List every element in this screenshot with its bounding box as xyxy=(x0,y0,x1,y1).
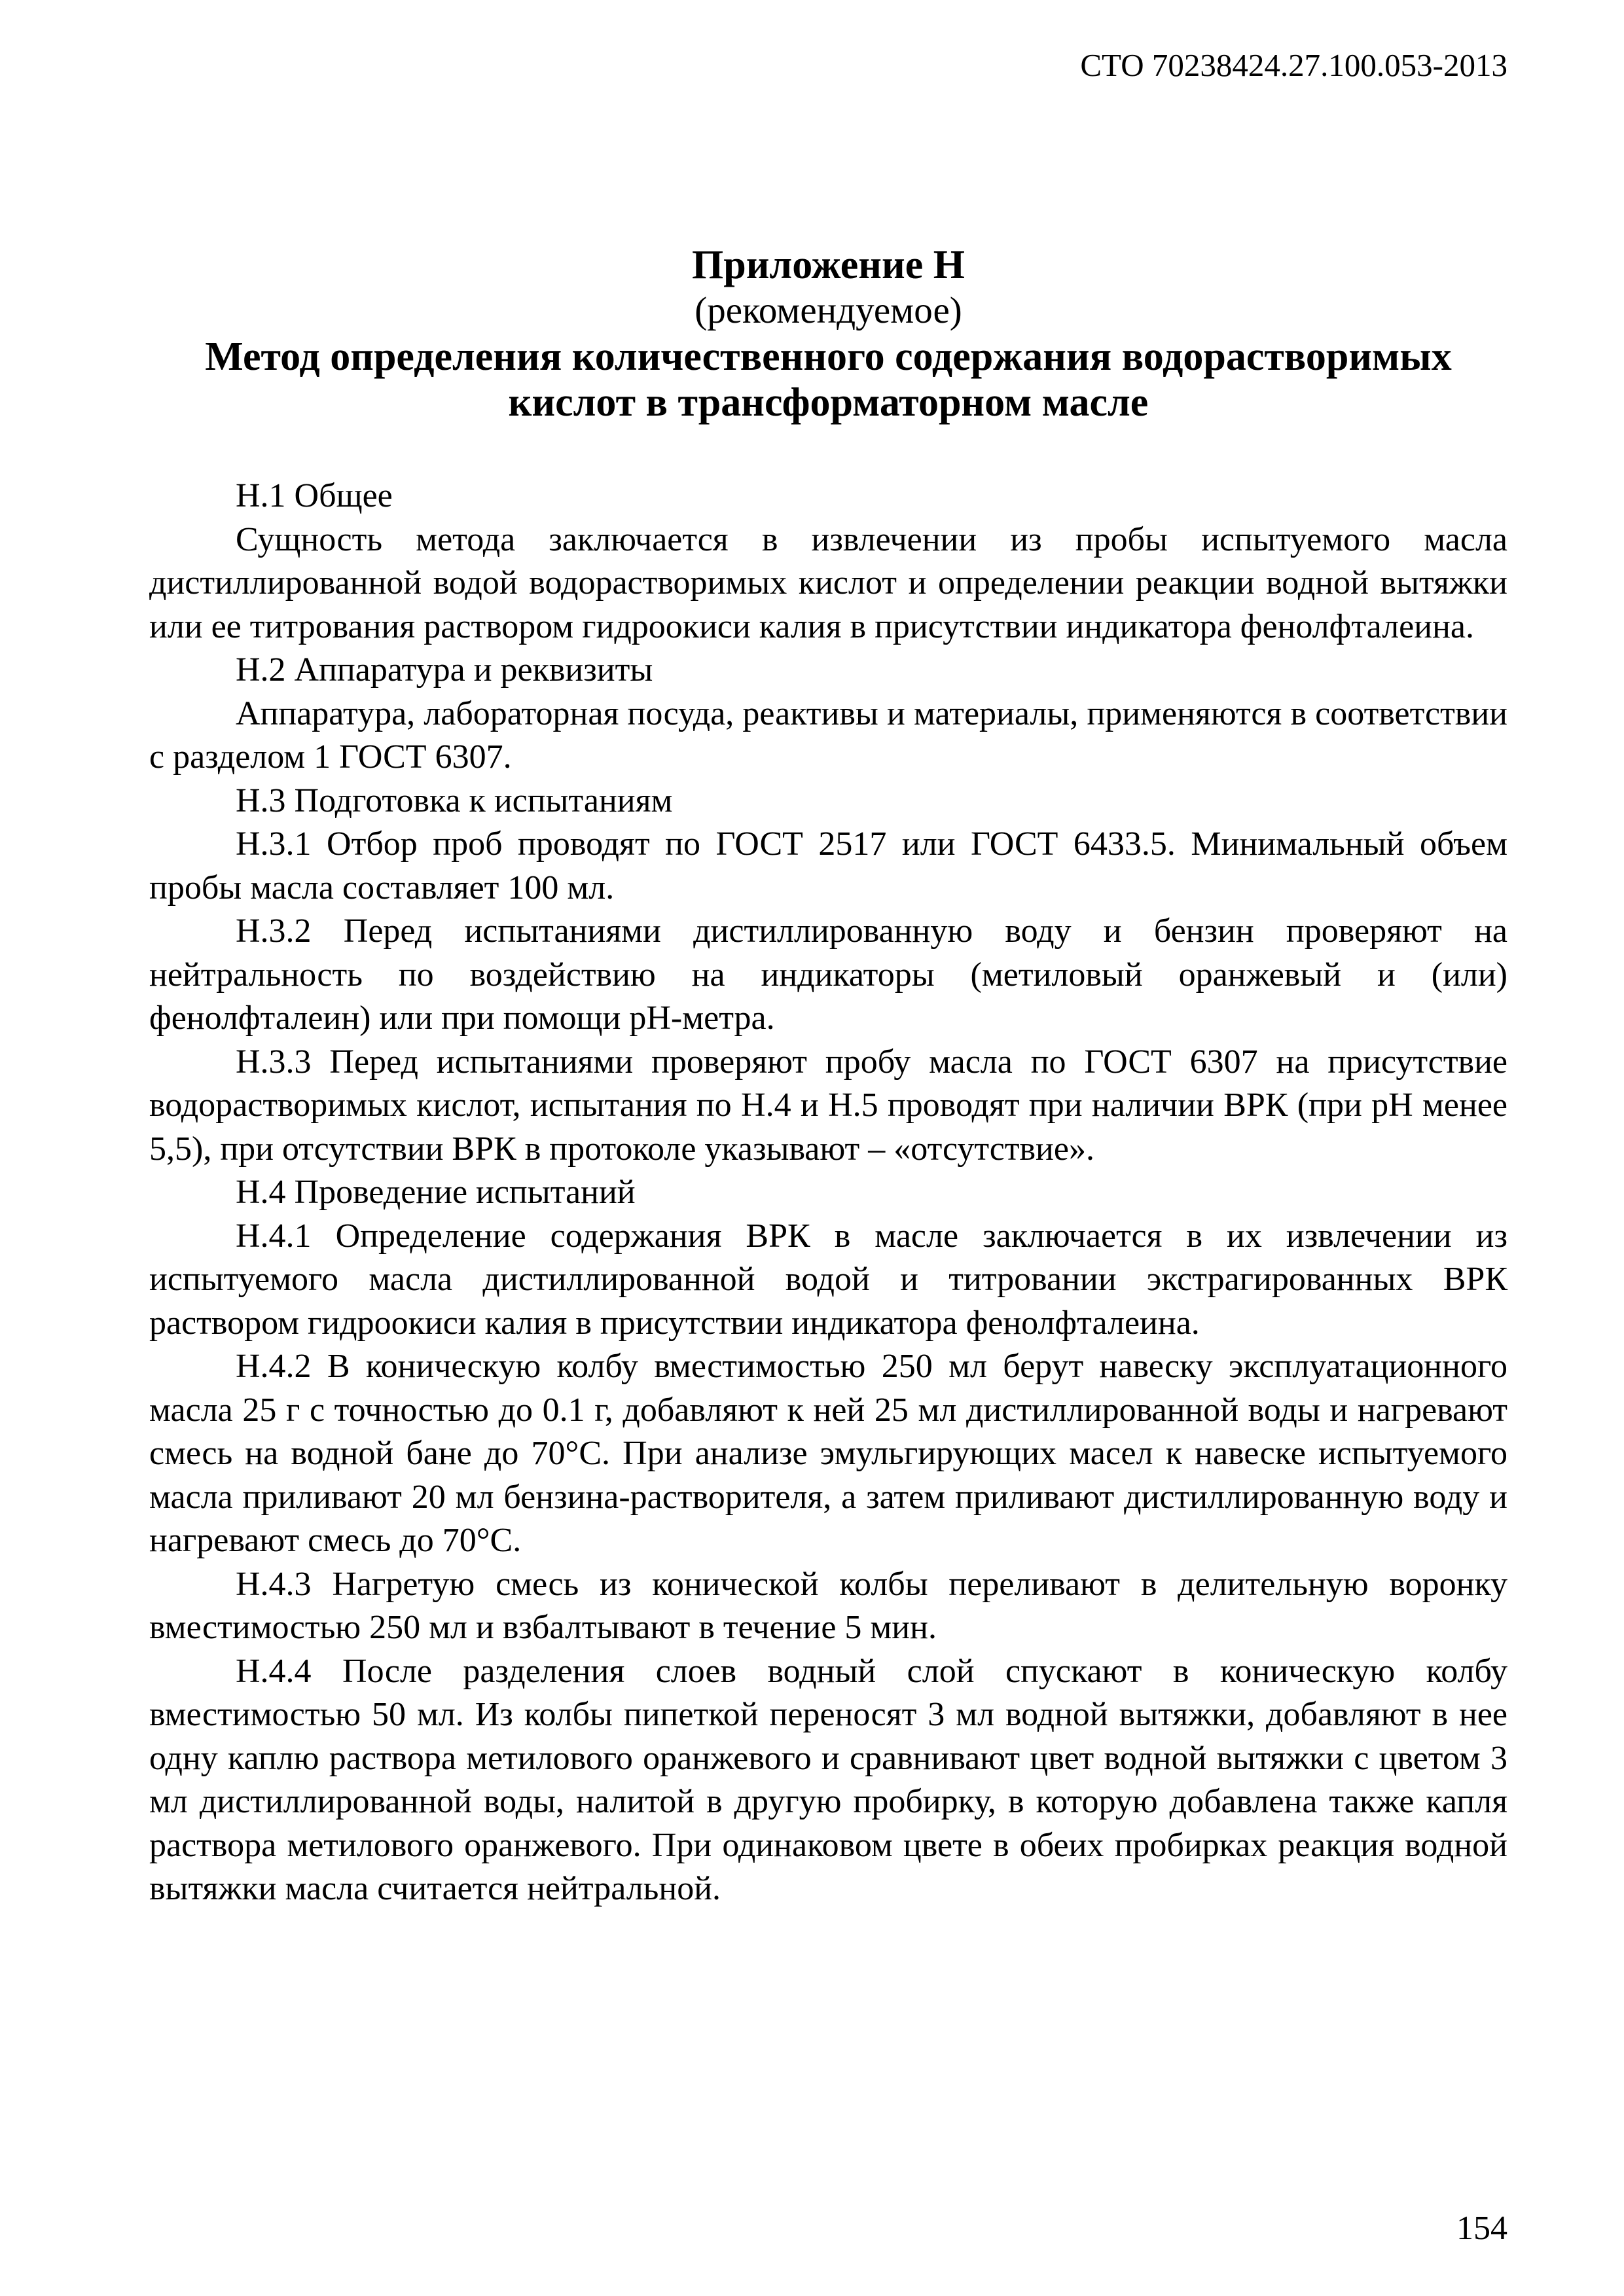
section-heading: Н.2 Аппаратура и реквизиты xyxy=(236,651,653,689)
paragraph: Н.3.1 Отбор проб проводят по ГОСТ 2517 или ГОСТ 6433.5. Минимальный объем пробы масла составляет 100 мл. xyxy=(149,825,1507,906)
paragraph: Н.3.3 Перед испытаниями проверяют пробу масла по ГОСТ 6307 на присутствие водорастворимых кислот, испытания по Н.4 и Н.5 проводят при наличии ВРК (при рН менее 5,5), при отсутствии ВРК в протоколе указывают – «отсутствие». xyxy=(149,1043,1507,1168)
annex-subject: Метод определения количественного содержания водорастворимых кислот в трансформаторном масле xyxy=(205,334,1452,425)
annex-kind: (рекомендуемое) xyxy=(695,290,962,331)
page-number: 154 xyxy=(1456,2210,1507,2247)
paragraph: Н.4.1 Определение содержания ВРК в масле заключается в их извлечении из испытуемого масла дистиллированной водой и титровании экстрагированных ВРК раствором гидроокиси калия в присутствии индикатора фенолфталеина. xyxy=(149,1217,1507,1342)
paragraph: Сущность метода заключается в извлечении из пробы испытуемого масла дистиллированной водой водорастворимых кислот и определении реакции водной вытяжки или ее титрования раствором гидроокиси калия в присутствии индикатора фенолфталеина. xyxy=(149,520,1507,645)
annex-heading xyxy=(149,242,1507,425)
section-heading: Н.1 Общее xyxy=(236,477,393,514)
section-heading: Н.3 Подготовка к испытаниям xyxy=(236,781,673,819)
paragraph: Н.4.3 Нагретую смесь из конической колбы переливают в делительную воронку вместимостью 250 мл и взбалтывают в течение 5 мин. xyxy=(149,1565,1507,1646)
document-body xyxy=(149,475,1507,1911)
section-heading: Н.4 Проведение испытаний xyxy=(236,1174,636,1211)
paragraph: Н.4.4 После разделения слоев водный слой спускают в коническую колбу вместимостью 50 мл. Из колбы пипеткой переносят 3 мл водной вытяжки, добавляют в нее одну каплю раствора метилового оранжевого и сравнивают цвет водной вытяжки с цветом 3 мл дистиллированной воды, налитой в другую пробирку, в которую добавлена также капля раствора метилового оранжевого. При одинаковом цвете в обеих пробирках реакция водной вытяжки масла считается нейтральной. xyxy=(149,1652,1507,1907)
paragraph: Н.3.2 Перед испытаниями дистиллированную воду и бензин проверяют на нейтральность по воздействию на индикаторы (метиловый оранжевый и (или) фенолфталеин) или при помощи рН-метра. xyxy=(149,912,1507,1037)
paragraph: Аппаратура, лабораторная посуда, реактивы и материалы, применяются в соответствии с разделом 1 ГОСТ 6307. xyxy=(149,694,1507,776)
document-code: СТО 70238424.27.100.053-2013 xyxy=(1080,47,1507,83)
paragraph: Н.4.2 В коническую колбу вместимостью 250 мл берут навеску эксплуатационного масла 25 г с точностью до 0.1 г, добавляют к ней 25 мл дистиллированной воды и нагревают смесь на водной бане до 70°С. При анализе эмульгирующих масел к навеске испытуемого масла приливают 20 мл бензина-растворителя, а затем приливают дистиллированную воду и нагревают смесь до 70°С. xyxy=(149,1348,1507,1559)
annex-title: Приложение Н xyxy=(691,243,965,287)
